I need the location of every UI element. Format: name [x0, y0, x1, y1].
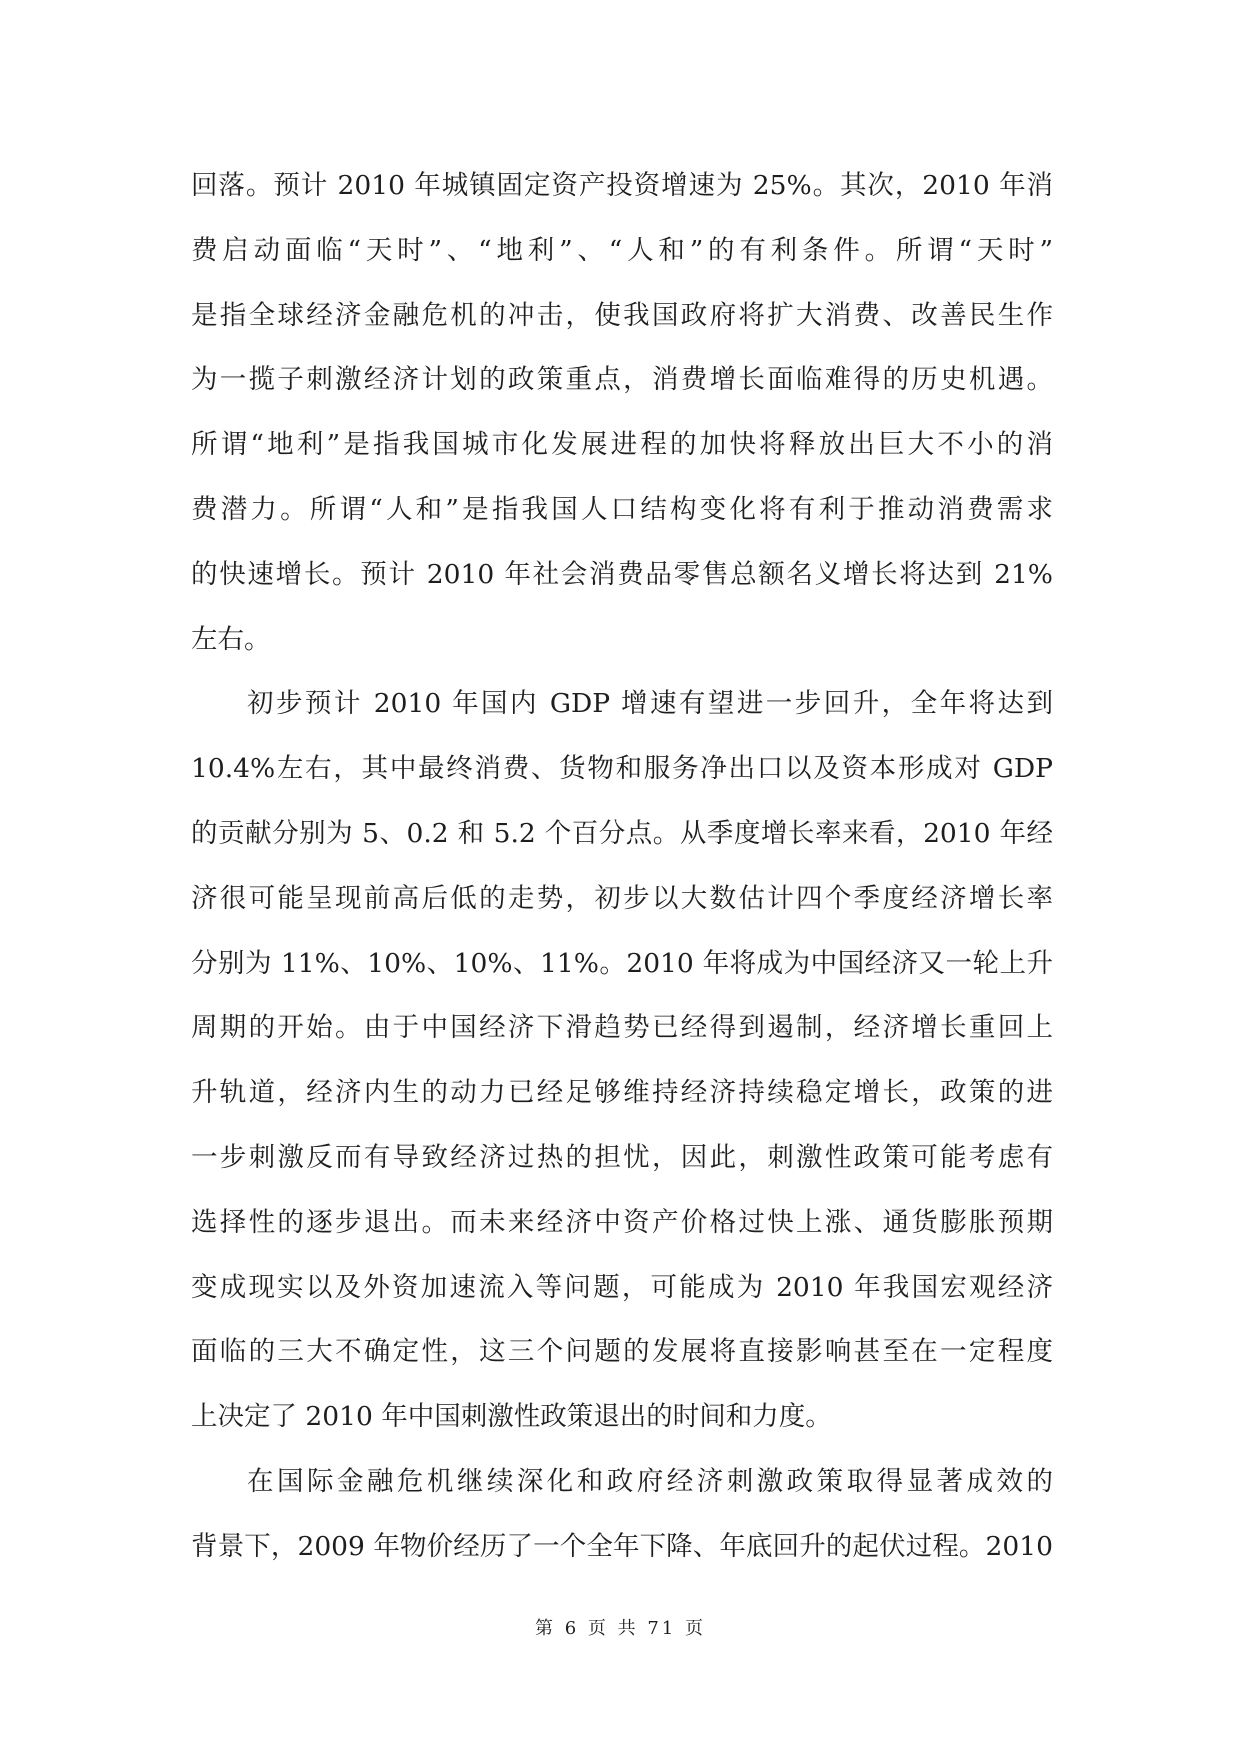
text-line: 背景下，2009 年物价经历了一个全年下降、年底回升的起伏过程。2010 [191, 1530, 1053, 1562]
text-line: 面临的三大不确定性，这三个问题的发展将直接影响甚至在一定程度 [191, 1336, 1053, 1368]
text-line: 10.4%左右，其中最终消费、货物和服务净出口以及资本形成对 GDP [191, 753, 1053, 785]
text-line: 费潜力。所谓“人和”是指我国人口结构变化将有利于推动消费需求 [191, 493, 1053, 525]
text-line: 的贡献分别为 5、0.2 和 5.2 个百分点。从季度增长率来看，2010 年经 [191, 817, 1053, 849]
body-text [191, 154, 1053, 1580]
text-line: 周期的开始。由于中国经济下滑趋势已经得到遏制，经济增长重回上 [191, 1012, 1053, 1044]
text-line: 变成现实以及外资加速流入等问题，可能成为 2010 年我国宏观经济 [191, 1271, 1053, 1303]
text-line: 为一揽子刺激经济计划的政策重点，消费增长面临难得的历史机遇。 [191, 364, 1053, 396]
text-line: 左右。 [191, 623, 271, 655]
text-line: 一步刺激反而有导致经济过热的担忧，因此，刺激性政策可能考虑有 [191, 1141, 1053, 1173]
text-line: 分别为 11%、10%、10%、11%。2010 年将成为中国经济又一轮上升 [191, 947, 1053, 979]
text-line: 所谓“地利”是指我国城市化发展进程的加快将释放出巨大不小的消 [191, 429, 1053, 461]
page-number-footer: 第 6 页 共 71 页 [535, 1618, 706, 1639]
text-line: 选择性的逐步退出。而未来经济中资产价格过快上涨、通货膨胀预期 [191, 1206, 1053, 1238]
text-line: 在国际金融危机继续深化和政府经济刺激政策取得显著成效的 [247, 1465, 1053, 1497]
text-line: 回落。预计 2010 年城镇固定资产投资增速为 25%。其次，2010 年消 [191, 170, 1053, 201]
text-line: 初步预计 2010 年国内 GDP 增速有望进一步回升，全年将达到 [247, 688, 1053, 720]
text-line: 费启动面临“天时”、“地利”、“人和”的有利条件。所谓“天时” [191, 234, 1053, 266]
text-line: 的快速增长。预计 2010 年社会消费品零售总额名义增长将达到 21% [191, 558, 1053, 590]
text-line: 升轨道，经济内生的动力已经足够维持经济持续稳定增长，政策的进 [191, 1077, 1053, 1109]
text-line: 上决定了 2010 年中国刺激性政策退出的时间和力度。 [191, 1401, 832, 1433]
text-line: 是指全球经济金融危机的冲击，使我国政府将扩大消费、改善民生作 [191, 299, 1053, 331]
text-line: 济很可能呈现前高后低的走势，初步以大数估计四个季度经济增长率 [191, 882, 1053, 914]
